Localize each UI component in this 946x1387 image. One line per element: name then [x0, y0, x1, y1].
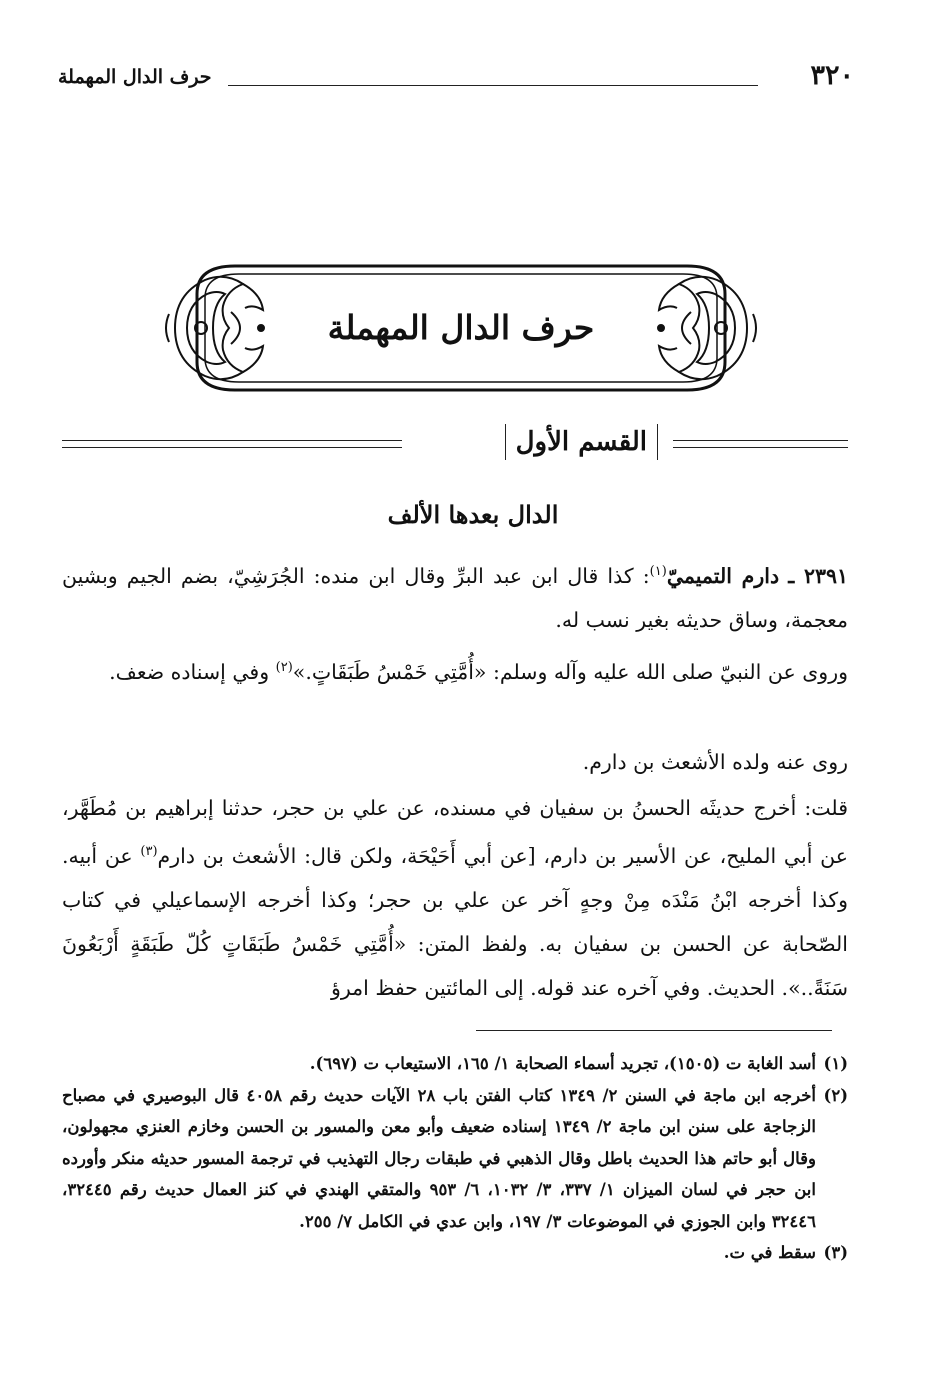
chapter-frame	[165, 254, 757, 402]
narrator-paragraph: روى عنه ولده الأشعث بن دارم.	[582, 750, 848, 774]
footnote-ref[interactable]: (٢)	[275, 660, 293, 675]
footnote-text: أخرجه ابن ماجة في السنن ٢/ ١٣٤٩ كتاب الفتن باب ٢٨ الآيات حديث رقم ٤٠٥٨ قال البوصيري في مصباح الزجاجة على سنن ابن ماجة ٢/ ١٣٤٩ إسناده ضعيف وأبو معن والمسور بن الحسن وخازم العنزي مجهولون، وقال أبو حاتم هذا الحديث باطل وقال الذهبي في طبقات رجال التهذيب في ترجمة المسور حديثه منكر وأورده ابن حجر في لسان الميزان ١/ ٣٣٧، ٣/ ١٠٣٢، ٦/ ٩٥٣ والمتقي الهندي في كنز العمال حديث رقم ٣٢٤٤٥، ٣٢٤٤٦ وابن الجوزي في الموضوعات ٣/ ١٩٧، وابن عدي في الكامل ٧/ ٢٥٥.	[62, 1085, 816, 1231]
hadith-text: وروى عن النبيّ صلى الله عليه وآله وسلم: «أُمَّتِي خَمْسُ طَبَقَاتٍ.»	[292, 659, 848, 684]
double-rule-right	[673, 440, 848, 448]
footnote-ref[interactable]: (١)	[649, 564, 667, 579]
entry-number: ٢٣٩١ ـ	[788, 563, 848, 588]
page-number: ٣٢٠	[810, 60, 854, 91]
section-heading	[62, 422, 848, 472]
header-rule	[228, 85, 758, 86]
running-title: حرف الدال المهملة	[58, 66, 212, 88]
commentary-text: قلت: أخرج حديثَه الحسنُ بن سفيان في مسنده، عن علي بن حجر، حدثنا إبراهيم بن مُطَهَّر، عن أبي المليح، عن الأسير بن دارم، [عن أبي أَحَيْحَة، ولكن قال: الأشعث بن دارم	[62, 796, 848, 868]
double-rule-left	[62, 440, 402, 448]
chapter-title: حرف الدال المهملة	[327, 308, 595, 347]
footnote-number: (٣)	[823, 1243, 848, 1262]
commentary-text-tail: عن أبيه. وكذا أخرجه ابْنُ مَنْدَه مِنْ وجهٍ آخر عن علي بن حجر؛ وكذا أخرجه الإسماعيلي في كتاب الصّحابة عن الحسن بن سفيان به. ولفظ المتن: «أُمَّتِي خَمْسُ طَبَقَاتٍ كُلّ طَبَقَةٍ أَرْبَعُونَ سَنَةً..». الحديث. وفي آخره عند قوله. إلى المائتين حفظ امرؤ	[62, 843, 848, 1000]
footnote-text: أسد الغابة ت (١٥٠٥)، تجريد أسماء الصحابة ١/ ١٦٥، الاستيعاب ت (٦٩٧).	[309, 1054, 816, 1073]
entry-text: : كذا قال ابن عبد البرِّ وقال ابن منده: الجُرَشِيّ، بضم الجيم وبشين معجمة، وساق حديثه بغير نسب له.	[62, 563, 848, 632]
commentary-paragraph	[62, 786, 876, 1010]
footnote-separator	[476, 1030, 832, 1031]
footnote-ref[interactable]: (٣)	[140, 844, 158, 859]
running-header	[58, 58, 854, 98]
footnote-item	[62, 1237, 848, 1269]
footnote-number: (٢)	[823, 1085, 848, 1105]
footnote-item	[62, 1048, 848, 1080]
footnote-text: سقط في ت.	[723, 1243, 816, 1262]
hadith-paragraph	[62, 646, 876, 694]
entry-name: دارم التميميّ	[666, 563, 780, 588]
section-title: القسم الأول	[505, 424, 658, 460]
hadith-text-tail: وفي إسناده ضعف.	[109, 659, 276, 684]
footnote-item	[62, 1080, 848, 1238]
footnote-number: (١)	[823, 1054, 848, 1073]
footnotes	[62, 1048, 848, 1269]
entry-paragraph	[62, 550, 848, 642]
subheading: الدال بعدها الألف	[387, 500, 559, 529]
